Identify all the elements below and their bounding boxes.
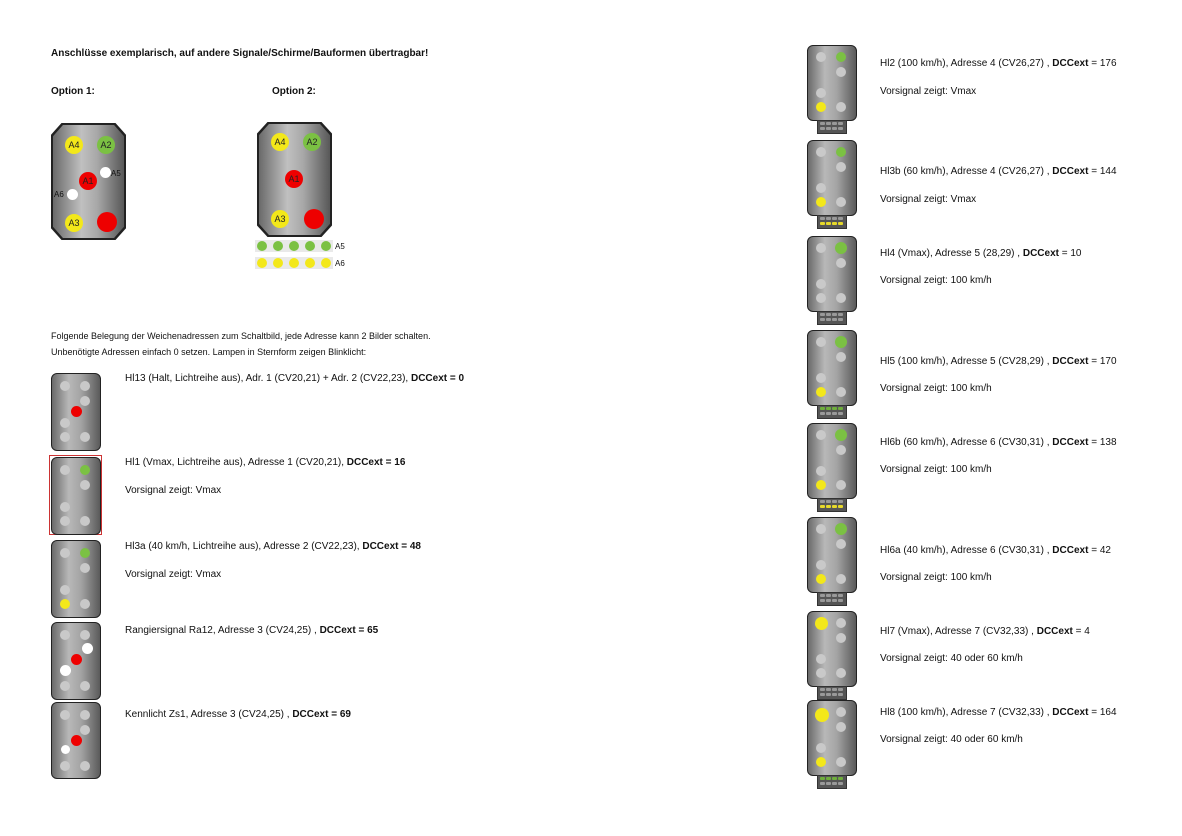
entry-hl8-sub: Vorsignal zeigt: 40 oder 60 km/h bbox=[880, 734, 1023, 745]
intro-line-1: Folgende Belegung der Weichenadressen zum Schaltbild, jede Adresse kann 2 Bilder schalten. bbox=[51, 331, 431, 341]
lamp-a2: A2 bbox=[97, 136, 115, 154]
entry-hl3b: Hl3b (60 km/h), Adresse 4 (CV26,27) , DCCext = 144 bbox=[880, 166, 1117, 177]
lamp-a6 bbox=[67, 189, 78, 200]
signal-hl6a bbox=[807, 517, 857, 593]
entry-hl7: Hl7 (Vmax), Adresse 7 (CV32,33) , DCCext = 4 bbox=[880, 626, 1090, 637]
lamp-red-main bbox=[97, 212, 117, 232]
light-strip bbox=[817, 686, 847, 700]
entry-hl8: Hl8 (100 km/h), Adresse 7 (CV32,33) , DCCext = 164 bbox=[880, 707, 1117, 718]
entry-hl13: Hl13 (Halt, Lichtreihe aus), Adr. 1 (CV20,21) + Adr. 2 (CV22,23), DCCext = 0 bbox=[125, 373, 465, 384]
lamp-a1: A1 bbox=[285, 170, 303, 188]
label-a5: A5 bbox=[111, 169, 121, 178]
light-strip bbox=[817, 120, 847, 134]
signal-ra12 bbox=[51, 622, 101, 700]
lamp-a4: A4 bbox=[271, 133, 289, 151]
signal-zs1 bbox=[51, 702, 101, 779]
light-strip bbox=[817, 405, 847, 419]
entry-hl4-sub: Vorsignal zeigt: 100 km/h bbox=[880, 275, 992, 286]
lamp-a5 bbox=[100, 167, 111, 178]
lamp-a2: A2 bbox=[303, 133, 321, 151]
option1-heading: Option 1: bbox=[51, 86, 95, 97]
entry-hl1-sub: Vorsignal zeigt: Vmax bbox=[125, 485, 222, 496]
entry-hl6b-sub: Vorsignal zeigt: 100 km/h bbox=[880, 464, 992, 475]
entry-hl7-sub: Vorsignal zeigt: 40 oder 60 km/h bbox=[880, 653, 1023, 664]
light-row-yellow bbox=[255, 257, 333, 269]
lamp-a3: A3 bbox=[65, 214, 83, 232]
signal-hl3a bbox=[51, 540, 101, 618]
signal-hl6b bbox=[807, 423, 857, 499]
light-strip bbox=[817, 775, 847, 789]
page-title: Anschlüsse exemplarisch, auf andere Signale/Schirme/Bauformen übertragbar! bbox=[51, 48, 429, 59]
entry-hl6a-sub: Vorsignal zeigt: 100 km/h bbox=[880, 572, 992, 583]
entry-hl3b-sub: Vorsignal zeigt: Vmax bbox=[880, 194, 977, 205]
signal-hl8 bbox=[807, 700, 857, 776]
intro-line-2: Unbenötigte Adressen einfach 0 setzen. Lampen in Sternform zeigen Blinklicht: bbox=[51, 347, 367, 357]
label-a6: A6 bbox=[54, 190, 64, 199]
signal-hl7 bbox=[807, 611, 857, 687]
light-strip bbox=[817, 215, 847, 229]
entry-hl1: Hl1 (Vmax, Lichtreihe aus), Adresse 1 (CV20,21), DCCext = 16 bbox=[125, 457, 406, 468]
signal-hl1 bbox=[51, 457, 101, 535]
signal-hl2 bbox=[807, 45, 857, 121]
option2-heading: Option 2: bbox=[272, 86, 316, 97]
signal-hl4 bbox=[807, 236, 857, 312]
lamp-a1: A1 bbox=[79, 172, 97, 190]
light-strip bbox=[817, 311, 847, 325]
entry-zs1: Kennlicht Zs1, Adresse 3 (CV24,25) , DCCext = 69 bbox=[125, 709, 351, 720]
entry-hl6b: Hl6b (60 km/h), Adresse 6 (CV30,31) , DCCext = 138 bbox=[880, 437, 1117, 448]
lamp-a4: A4 bbox=[65, 136, 83, 154]
light-row-green bbox=[255, 240, 333, 252]
label-a5: A5 bbox=[335, 242, 345, 251]
light-strip bbox=[817, 592, 847, 606]
entry-hl5-sub: Vorsignal zeigt: 100 km/h bbox=[880, 383, 992, 394]
entry-hl2-sub: Vorsignal zeigt: Vmax bbox=[880, 86, 977, 97]
signal-hl3b bbox=[807, 140, 857, 216]
entry-ra12: Rangiersignal Ra12, Adresse 3 (CV24,25) , DCCext = 65 bbox=[125, 625, 379, 636]
signal-hl13 bbox=[51, 373, 101, 451]
entry-hl3a-sub: Vorsignal zeigt: Vmax bbox=[125, 569, 222, 580]
entry-hl4: Hl4 (Vmax), Adresse 5 (28,29) , DCCext = 10 bbox=[880, 248, 1082, 259]
lamp-red-main bbox=[304, 209, 324, 229]
lamp-a3: A3 bbox=[271, 210, 289, 228]
entry-hl3a: Hl3a (40 km/h, Lichtreihe aus), Adresse 2 (CV22,23), DCCext = 48 bbox=[125, 541, 421, 552]
signal-hl5 bbox=[807, 330, 857, 406]
entry-hl5: Hl5 (100 km/h), Adresse 5 (CV28,29) , DCCext = 170 bbox=[880, 356, 1117, 367]
entry-hl6a: Hl6a (40 km/h), Adresse 6 (CV30,31) , DCCext = 42 bbox=[880, 545, 1111, 556]
entry-hl2: Hl2 (100 km/h), Adresse 4 (CV26,27) , DCCext = 176 bbox=[880, 58, 1117, 69]
label-a6: A6 bbox=[335, 259, 345, 268]
light-strip bbox=[817, 498, 847, 512]
